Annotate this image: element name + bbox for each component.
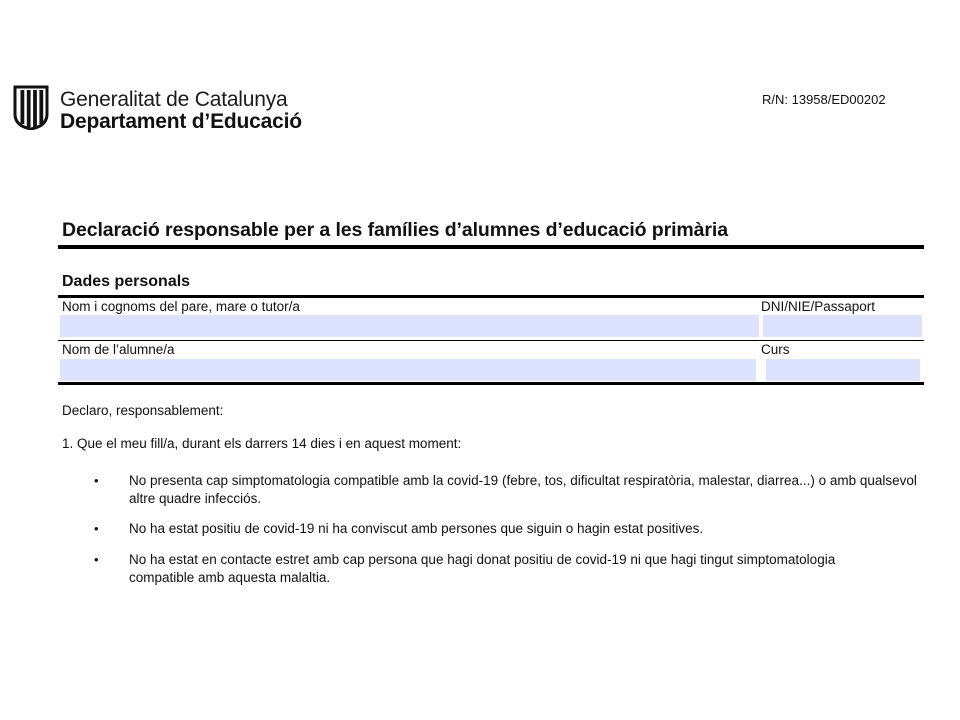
generalitat-emblem-icon [12,84,50,130]
title-rule [58,245,924,249]
section-rule-bottom [58,382,924,385]
section-title-personal-data: Dades personals [62,273,191,290]
list-item: No ha estat en contacte estret amb cap persona que hagi donat positiu de covid-19 ni que hagi tingut simptomatologia compatible amb aquesta malaltia. [129,552,836,585]
declaration-point-1: 1. Que el meu fill/a, durant els darrers 14 dies i en aquest moment: [62,436,462,451]
student-name-field[interactable] [60,359,756,381]
reference-number: R/N: 13958/ED00202 [762,92,886,107]
bullet-marker: • [94,473,99,488]
list-item: No presenta cap simptomatologia compatible amb la covid-19 (febre, tos, dificultat respiratòria, malestar, diarrea...) o amb qualsevol altre quadre infecciós. [129,473,917,506]
bullet-marker: • [94,521,99,536]
bullet-marker: • [94,552,99,567]
field-divider [58,340,924,341]
section-rule-top [58,295,924,298]
organization-name: Generalitat de Catalunya [60,88,288,111]
parent-name-label: Nom i cognoms del pare, mare o tutor/a [62,299,300,314]
parent-name-field[interactable] [60,315,759,337]
course-label: Curs [761,342,790,357]
declaration-intro: Declaro, responsablement: [62,403,224,418]
id-document-label: DNI/NIE/Passaport [761,299,876,314]
document-title: Declaració responsable per a les famílies d’alumnes d’educació primària [62,219,728,241]
department-name: Departament d’Educació [60,110,302,133]
list-item: No ha estat positiu de covid-19 ni ha conviscut amb persones que siguin o hagin estat positives. [129,521,704,536]
id-document-field[interactable] [763,315,922,337]
student-name-label: Nom de l’alumne/a [62,342,175,357]
course-field[interactable] [766,359,920,381]
